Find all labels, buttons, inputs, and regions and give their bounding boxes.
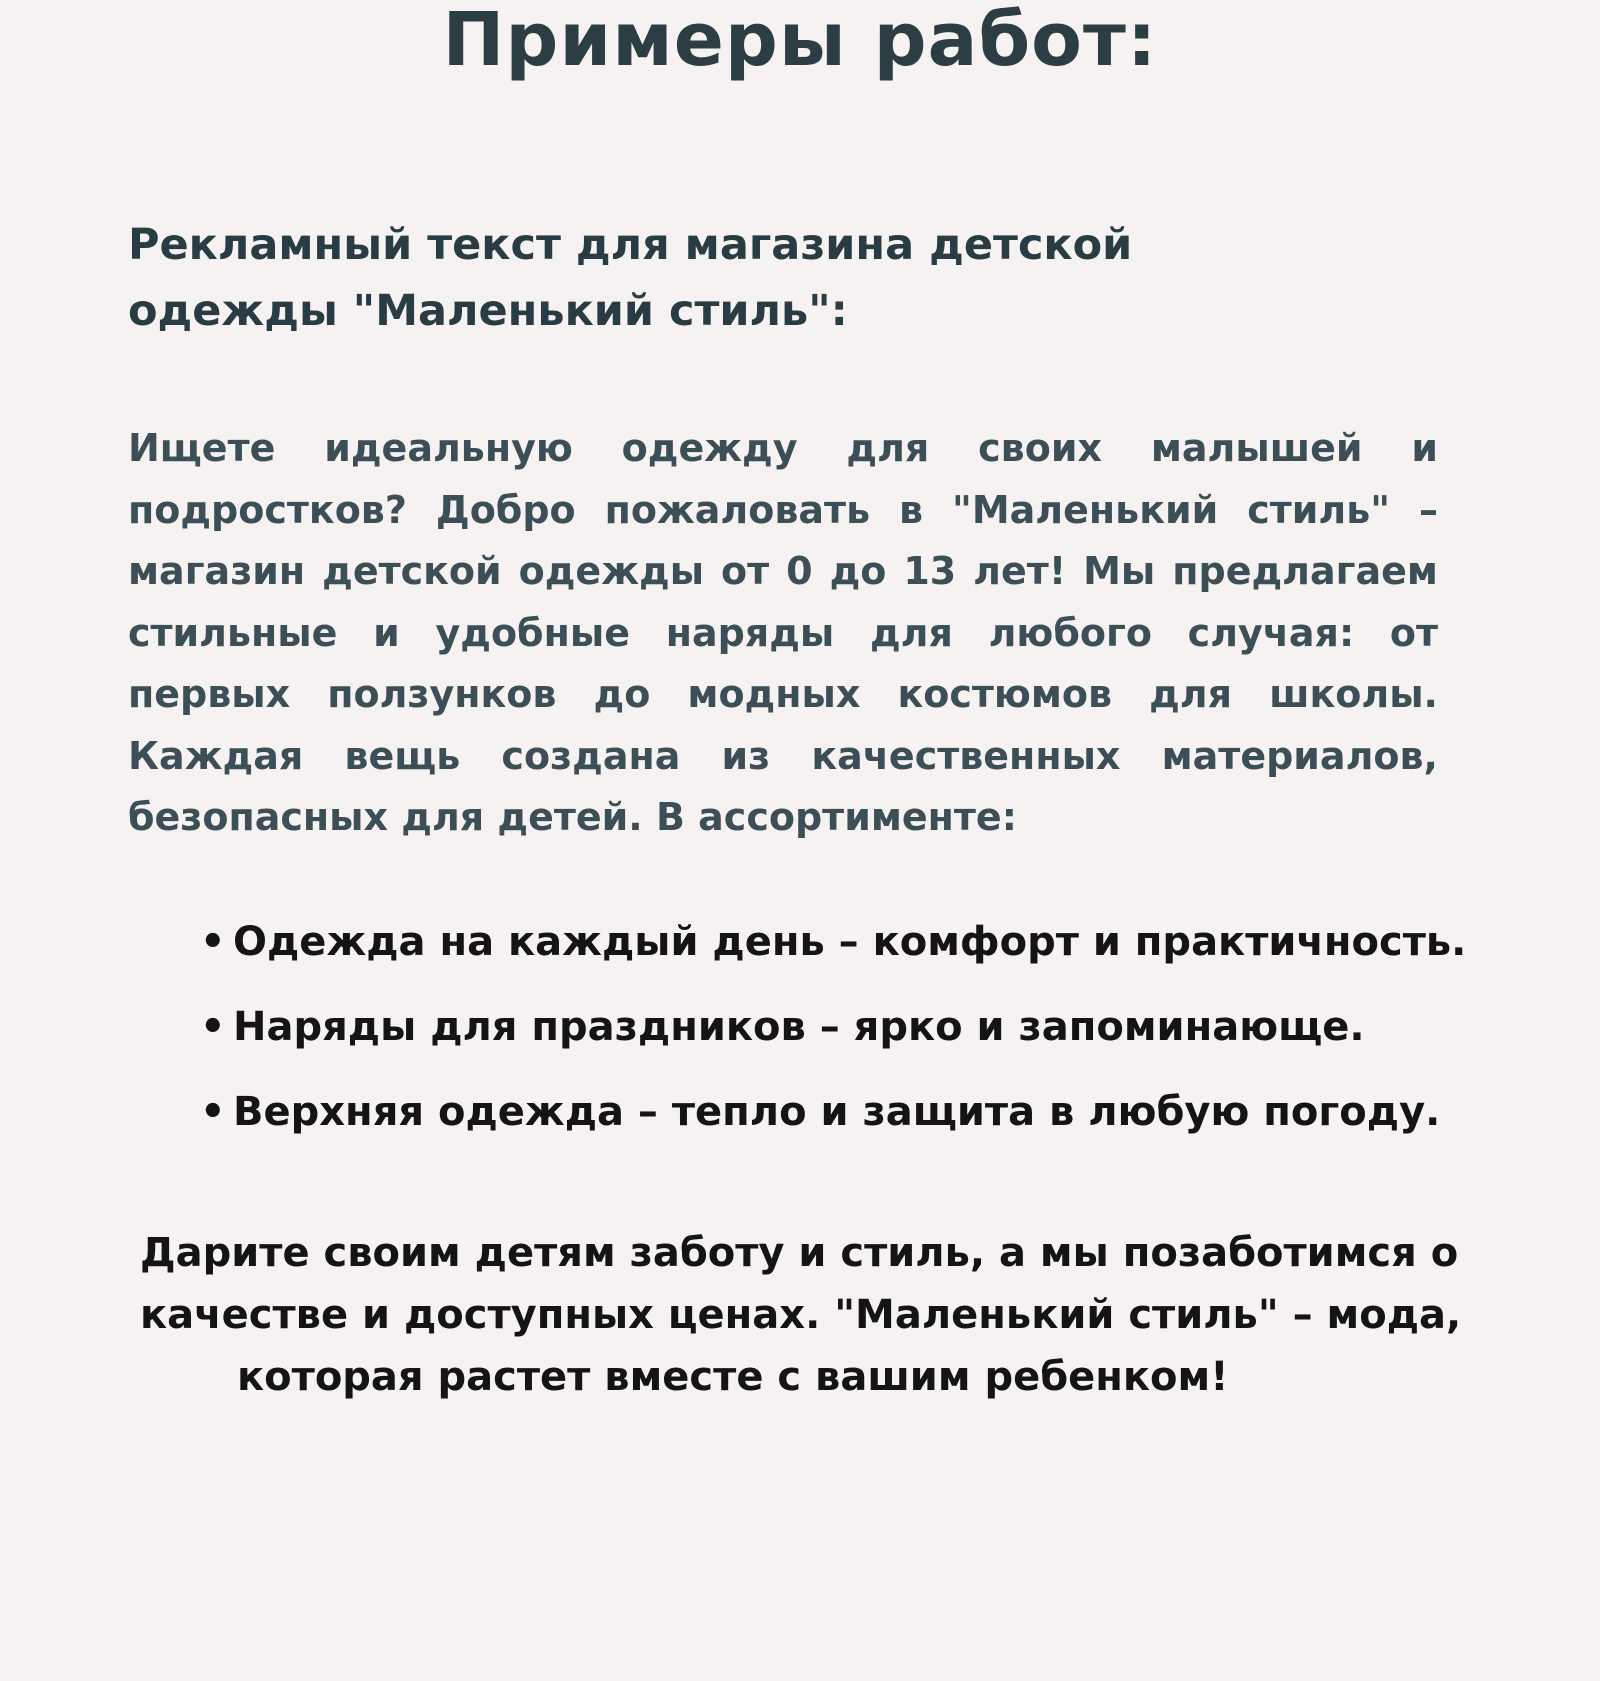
list-item-text: Верхняя одежда – тепло и защита в любую погоду. xyxy=(233,1089,1441,1135)
closing-line-1: Дарите своим детям заботу и стиль, а мы позаботимся о xyxy=(140,1230,1459,1276)
bullet-icon: • xyxy=(200,919,226,965)
closing-paragraph xyxy=(140,1222,1470,1408)
bullet-icon: • xyxy=(200,1089,226,1135)
section-heading: Рекламный текст для магазина детской одежды "Маленький стиль": xyxy=(128,220,1133,336)
list-item-text: Одежда на каждый день – комфорт и практичность. xyxy=(233,919,1467,965)
list-item xyxy=(200,1003,1550,1088)
page-title: Примеры работ: xyxy=(442,0,1158,83)
assortment-list xyxy=(200,918,1550,1173)
list-item xyxy=(200,918,1550,1003)
list-item-text: Наряды для праздников – ярко и запоминающе. xyxy=(233,1004,1365,1050)
intro-paragraph: Ищете идеальную одежду для своих малышей и подростков? Добро пожаловать в "Маленький стиль" – магазин детской одежды от 0 до 13 лет! Мы предлагаем стильные и удобные наряды для любого случая: от первых ползунков до модных костюмов для школы. Каждая вещь создана из качественных материалов, безопасных для детей. В ассортименте: xyxy=(128,426,1438,839)
closing-line-3: которая растет вместе с вашим ребенком! xyxy=(237,1354,1229,1400)
list-item xyxy=(200,1088,1550,1173)
closing-line-2: качестве и доступных ценах. "Маленький стиль" – мода, xyxy=(140,1292,1462,1338)
bullet-icon: • xyxy=(200,1004,226,1050)
